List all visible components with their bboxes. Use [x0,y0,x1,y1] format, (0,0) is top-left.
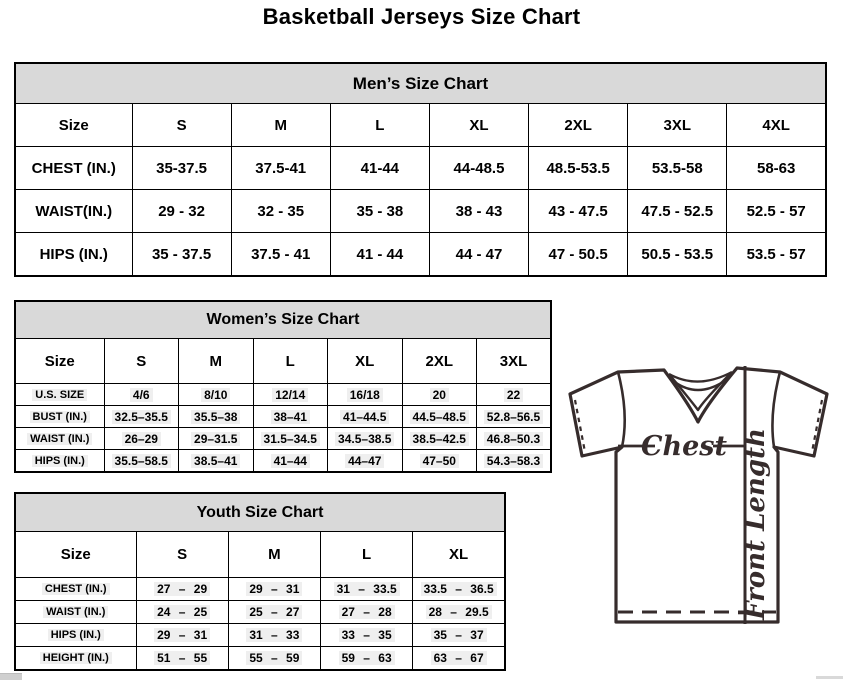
table-row [15,384,551,406]
size-value-cell: 52.5 - 57 [727,190,826,233]
size-value-cell: 27 – 28 [321,601,413,624]
size-value-cell: 44–47 [328,450,403,473]
table-row [15,233,826,277]
row-label: WAIST(IN.) [15,190,132,233]
size-value-cell: 58-63 [727,147,826,190]
size-value-cell: 51 – 55 [136,647,228,671]
size-value-cell: 4/6 [104,384,179,406]
column-header: 4XL [727,104,826,147]
row-label: U.S. SIZE [15,384,104,406]
column-header: XL [328,339,403,384]
size-value-cell: 27 – 29 [136,578,228,601]
row-label: HEIGHT (IN.) [15,647,136,671]
chest-label: Chest [641,431,727,462]
size-value-cell: 38–41 [253,406,328,428]
size-value-cell: 32.5–35.5 [104,406,179,428]
front-length-label: Front Length [741,428,771,620]
size-value-cell: 41–44 [253,450,328,473]
size-value-cell: 16/18 [328,384,403,406]
size-value-cell: 25 – 27 [228,601,320,624]
size-value-cell: 35 – 37 [413,624,505,647]
table-row [15,190,826,233]
row-label: CHEST (IN.) [15,578,136,601]
size-value-cell: 47.5 - 52.5 [628,190,727,233]
row-label: WAIST (IN.) [15,428,104,450]
size-value-cell: 22 [477,384,552,406]
youth-size-table [14,492,506,671]
womens-size-table [14,300,552,473]
size-value-cell: 41-44 [330,147,429,190]
size-value-cell: 32 - 35 [231,190,330,233]
column-header: 2XL [402,339,477,384]
size-value-cell: 43 - 47.5 [529,190,628,233]
size-value-cell: 35 - 38 [330,190,429,233]
page-title: Basketball Jerseys Size Chart [262,4,581,29]
size-value-cell: 24 – 25 [136,601,228,624]
size-value-cell: 38.5–41 [179,450,254,473]
table-row [15,578,505,601]
table-title: Youth Size Chart [15,493,505,532]
mens-size-table [14,62,827,277]
table-row [15,147,826,190]
row-label: HIPS (IN.) [15,450,104,473]
column-header: XL [413,532,505,578]
size-value-cell: 53.5 - 57 [727,233,826,277]
column-header: M [228,532,320,578]
column-header: Size [15,339,104,384]
size-value-cell: 26–29 [104,428,179,450]
size-value-cell: 38.5–42.5 [402,428,477,450]
row-label: WAIST (IN.) [15,601,136,624]
size-value-cell: 37.5-41 [231,147,330,190]
table-row [15,624,505,647]
size-value-cell: 50.5 - 53.5 [628,233,727,277]
left-armhole-seam [618,372,625,447]
row-label: HIPS (IN.) [15,624,136,647]
column-header: 3XL [628,104,727,147]
table-row [15,647,505,671]
size-value-cell: 20 [402,384,477,406]
size-value-cell: 29 - 32 [132,190,231,233]
column-header: L [321,532,413,578]
column-header: S [132,104,231,147]
size-value-cell: 44-48.5 [429,147,528,190]
size-value-cell: 52.8–56.5 [477,406,552,428]
size-value-cell: 34.5–38.5 [328,428,403,450]
table-row [15,428,551,450]
size-value-cell: 35.5–58.5 [104,450,179,473]
size-value-cell: 29 – 31 [136,624,228,647]
size-value-cell: 47–50 [402,450,477,473]
column-header: M [231,104,330,147]
size-value-cell: 31 – 33 [228,624,320,647]
column-header: 2XL [529,104,628,147]
row-label: BUST (IN.) [15,406,104,428]
size-value-cell: 35.5–38 [179,406,254,428]
size-value-cell: 31 – 33.5 [321,578,413,601]
size-value-cell: 31.5–34.5 [253,428,328,450]
column-header: L [253,339,328,384]
size-value-cell: 28 – 29.5 [413,601,505,624]
table-title: Men’s Size Chart [15,63,826,104]
column-header: XL [429,104,528,147]
size-value-cell: 33.5 – 36.5 [413,578,505,601]
column-header: M [179,339,254,384]
jersey-outline [570,368,827,622]
row-label: CHEST (IN.) [15,147,132,190]
size-value-cell: 35 - 37.5 [132,233,231,277]
size-value-cell: 48.5-53.5 [529,147,628,190]
size-value-cell: 41 - 44 [330,233,429,277]
size-value-cell: 53.5-58 [628,147,727,190]
size-value-cell: 47 - 50.5 [529,233,628,277]
table-title: Women’s Size Chart [15,301,551,339]
size-value-cell: 59 – 63 [321,647,413,671]
size-value-cell: 44.5–48.5 [402,406,477,428]
size-value-cell: 41–44.5 [328,406,403,428]
table-row [15,450,551,473]
size-value-cell: 63 – 67 [413,647,505,671]
size-value-cell: 54.3–58.3 [477,450,552,473]
table-row [15,406,551,428]
right-armhole-seam [772,372,780,447]
size-value-cell: 33 – 35 [321,624,413,647]
column-header: S [104,339,179,384]
column-header: S [136,532,228,578]
column-header: L [330,104,429,147]
size-value-cell: 8/10 [179,384,254,406]
size-value-cell: 38 - 43 [429,190,528,233]
size-value-cell: 29 – 31 [228,578,320,601]
size-value-cell: 35-37.5 [132,147,231,190]
size-value-cell: 46.8–50.3 [477,428,552,450]
row-label: HIPS (IN.) [15,233,132,277]
size-value-cell: 12/14 [253,384,328,406]
column-header: Size [15,532,136,578]
size-value-cell: 37.5 - 41 [231,233,330,277]
column-header: 3XL [477,339,552,384]
size-value-cell: 55 – 59 [228,647,320,671]
column-header: Size [15,104,132,147]
table-row [15,601,505,624]
jersey-measurement-diagram [558,356,842,632]
size-value-cell: 44 - 47 [429,233,528,277]
size-value-cell: 29–31.5 [179,428,254,450]
